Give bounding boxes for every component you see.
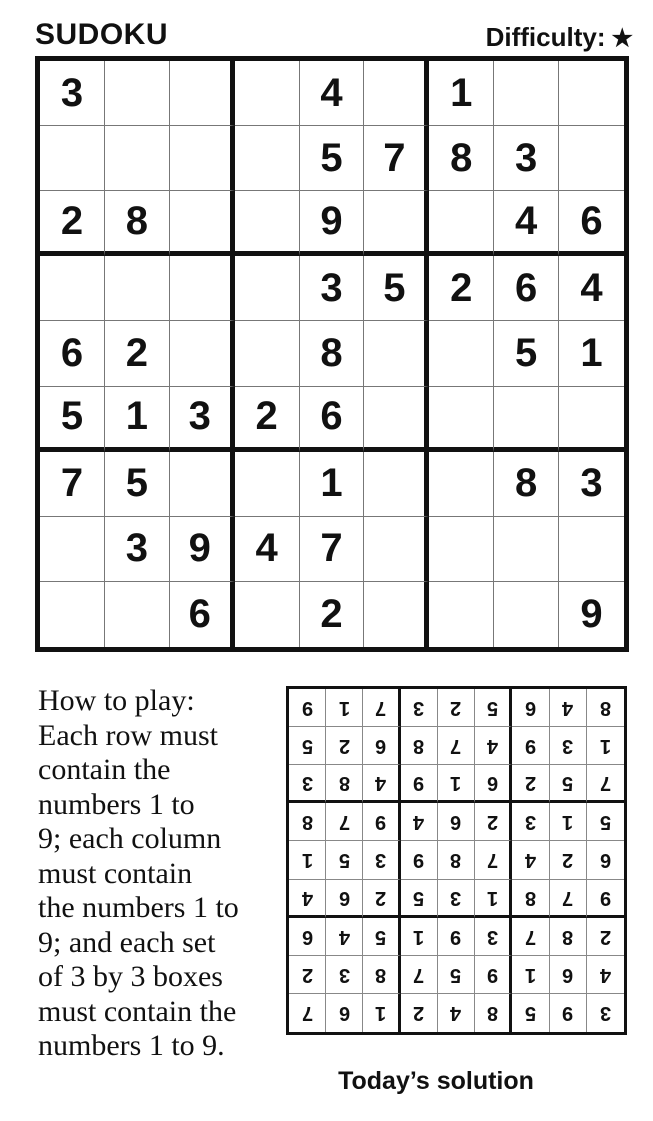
instructions-line: numbers 1 to bbox=[38, 787, 195, 821]
puzzle-cell[interactable]: 6 bbox=[170, 582, 235, 647]
solution-cell bbox=[512, 765, 549, 803]
solution-digit: 9 bbox=[374, 811, 387, 834]
puzzle-cell[interactable] bbox=[559, 387, 624, 452]
puzzle-cell[interactable]: 1 bbox=[429, 61, 494, 126]
solution-cell bbox=[587, 727, 624, 765]
puzzle-cell[interactable]: 7 bbox=[40, 452, 105, 517]
solution-digit: 5 bbox=[301, 735, 313, 758]
puzzle-cell[interactable] bbox=[364, 387, 429, 452]
solution-cell bbox=[326, 918, 363, 956]
puzzle-cell[interactable] bbox=[364, 321, 429, 386]
solution-digit: 1 bbox=[486, 886, 498, 909]
solution-digit: 7 bbox=[562, 886, 574, 909]
solution-cell bbox=[512, 727, 549, 765]
solution-digit: 4 bbox=[599, 963, 611, 986]
solution-digit: 9 bbox=[413, 849, 425, 872]
solution-digit: 9 bbox=[599, 886, 611, 909]
solution-digit: 6 bbox=[338, 886, 350, 909]
puzzle-cell[interactable] bbox=[235, 191, 300, 256]
puzzle-cell[interactable] bbox=[364, 452, 429, 517]
solution-digit: 3 bbox=[599, 1002, 611, 1025]
solution-cell bbox=[587, 994, 624, 1032]
solution-cell bbox=[289, 841, 326, 879]
instructions-line: contain the bbox=[38, 753, 171, 786]
solution-digit: 8 bbox=[524, 886, 536, 909]
solution-digit: 1 bbox=[599, 735, 611, 758]
puzzle-cell[interactable]: 8 bbox=[300, 321, 365, 386]
instructions-line: Each row must bbox=[38, 718, 218, 752]
instructions-line: 9; each column bbox=[38, 822, 222, 855]
puzzle-cell[interactable]: 2 bbox=[300, 582, 365, 647]
solution-digit: 8 bbox=[374, 963, 387, 986]
puzzle-cell[interactable]: 5 bbox=[494, 321, 559, 386]
solution-digit: 6 bbox=[599, 849, 611, 872]
solution-cell bbox=[363, 727, 400, 765]
solution-cell bbox=[550, 727, 587, 765]
star-icon: ★ bbox=[611, 25, 633, 52]
puzzle-cell[interactable]: 1 bbox=[300, 452, 365, 517]
solution-cell bbox=[363, 841, 400, 879]
puzzle-cell[interactable] bbox=[170, 191, 235, 256]
solution-digit: 4 bbox=[413, 811, 425, 834]
solution-digit: 4 bbox=[374, 772, 387, 795]
solution-digit: 4 bbox=[486, 735, 498, 758]
instructions-line: the numbers 1 to bbox=[38, 891, 239, 924]
solution-digit: 3 bbox=[338, 963, 350, 986]
solution-digit: 6 bbox=[301, 925, 313, 948]
puzzle-cell[interactable]: 9 bbox=[580, 591, 603, 636]
solution-digit: 1 bbox=[450, 772, 462, 795]
solution-digit: 2 bbox=[413, 1002, 425, 1025]
solution-cell bbox=[475, 765, 512, 803]
solution-digit: 9 bbox=[524, 735, 536, 758]
solution-cell bbox=[550, 765, 587, 803]
puzzle-cell[interactable] bbox=[170, 321, 235, 386]
solution-digit: 7 bbox=[374, 697, 387, 720]
solution-digit: 2 bbox=[599, 925, 611, 948]
solution-digit: 7 bbox=[599, 772, 611, 795]
solution-cell bbox=[289, 918, 326, 956]
solution-digit: 1 bbox=[413, 925, 425, 948]
solution-digit: 7 bbox=[301, 1002, 313, 1025]
solution-cell bbox=[438, 880, 475, 918]
puzzle-cell[interactable]: 6 bbox=[40, 321, 105, 386]
puzzle-title: SUDOKU bbox=[35, 18, 169, 51]
solution-digit: 6 bbox=[338, 1002, 350, 1025]
solution-cell bbox=[550, 918, 587, 956]
solution-cell bbox=[512, 841, 549, 879]
solution-digit: 2 bbox=[486, 811, 498, 834]
solution-cell bbox=[289, 880, 326, 918]
instructions-line: How to play: bbox=[38, 684, 195, 717]
solution-digit: 5 bbox=[599, 811, 611, 834]
solution-cell bbox=[326, 727, 363, 765]
solution-digit: 8 bbox=[599, 697, 611, 720]
puzzle-cell[interactable] bbox=[235, 61, 300, 126]
puzzle-cell[interactable]: 3 bbox=[559, 452, 624, 517]
solution-digit: 7 bbox=[524, 925, 536, 948]
puzzle-cell[interactable] bbox=[559, 517, 624, 582]
solution-cell bbox=[587, 765, 624, 803]
difficulty-label: Difficulty: bbox=[485, 22, 606, 52]
puzzle-cell[interactable]: 4 bbox=[300, 61, 365, 126]
puzzle-cell[interactable]: 8 bbox=[105, 191, 170, 256]
solution-cell bbox=[401, 689, 438, 727]
solution-cell bbox=[512, 689, 549, 727]
solution-digit: 9 bbox=[486, 963, 498, 986]
puzzle-cell[interactable] bbox=[105, 61, 170, 126]
solution-cell bbox=[475, 918, 512, 956]
solution-digit: 5 bbox=[374, 925, 387, 948]
solution-digit: 3 bbox=[562, 735, 574, 758]
solution-cell bbox=[438, 918, 475, 956]
solution-digit: 9 bbox=[562, 1002, 574, 1025]
solution-cell bbox=[587, 918, 624, 956]
solution-digit: 6 bbox=[450, 811, 462, 834]
solution-cell bbox=[512, 803, 549, 841]
puzzle-cell[interactable]: 5 bbox=[364, 256, 429, 321]
puzzle-cell[interactable] bbox=[235, 321, 300, 386]
sudoku-puzzle-grid bbox=[35, 56, 629, 652]
puzzle-cell[interactable] bbox=[105, 126, 170, 191]
puzzle-cell[interactable]: 8 bbox=[494, 452, 559, 517]
puzzle-cell[interactable]: 6 bbox=[559, 191, 624, 256]
solution-digit: 8 bbox=[338, 772, 350, 795]
solution-cell bbox=[475, 841, 512, 879]
solution-cell bbox=[289, 956, 326, 994]
solution-cell bbox=[512, 918, 549, 956]
instructions-line: numbers 1 to 9. bbox=[38, 1029, 225, 1062]
puzzle-cell[interactable]: 2 bbox=[40, 191, 105, 256]
solution-cell bbox=[326, 689, 363, 727]
puzzle-cell[interactable]: 4 bbox=[235, 517, 300, 582]
puzzle-cell[interactable]: 9 bbox=[300, 191, 365, 256]
solution-digit: 6 bbox=[374, 735, 387, 758]
solution-cell bbox=[363, 956, 400, 994]
solution-cell bbox=[550, 994, 587, 1032]
puzzle-cell[interactable] bbox=[235, 126, 300, 191]
solution-cell bbox=[326, 841, 363, 879]
solution-digit: 7 bbox=[338, 811, 350, 834]
puzzle-cell[interactable]: 6 bbox=[300, 387, 365, 452]
solution-cell bbox=[475, 689, 512, 727]
puzzle-cell[interactable] bbox=[494, 517, 559, 582]
puzzle-cell[interactable] bbox=[170, 61, 235, 126]
solution-cell bbox=[587, 689, 624, 727]
solution-digit: 7 bbox=[486, 849, 498, 872]
solution-digit: 2 bbox=[338, 735, 350, 758]
puzzle-cell[interactable]: 5 bbox=[40, 387, 105, 452]
solution-digit: 4 bbox=[301, 886, 313, 909]
puzzle-cell[interactable]: 4 bbox=[559, 256, 624, 321]
solution-digit: 1 bbox=[374, 1002, 387, 1025]
puzzle-cell[interactable]: 3 bbox=[105, 517, 170, 582]
puzzle-cell[interactable] bbox=[429, 191, 494, 256]
solution-digit: 8 bbox=[486, 1002, 498, 1025]
puzzle-cell[interactable]: 1 bbox=[105, 387, 170, 452]
puzzle-cell[interactable] bbox=[235, 256, 300, 321]
how-to-play-instructions bbox=[38, 684, 278, 1064]
solution-digit: 8 bbox=[413, 735, 425, 758]
solution-cell bbox=[363, 689, 400, 727]
solution-cell bbox=[550, 880, 587, 918]
solution-digit: 8 bbox=[562, 925, 574, 948]
puzzle-cell[interactable] bbox=[559, 126, 624, 191]
puzzle-cell[interactable] bbox=[429, 582, 494, 647]
puzzle-cell[interactable] bbox=[429, 387, 494, 452]
solution-digit: 8 bbox=[450, 849, 462, 872]
solution-cell bbox=[326, 880, 363, 918]
solution-digit: 3 bbox=[524, 811, 536, 834]
solution-cell bbox=[326, 994, 363, 1032]
solution-digit: 9 bbox=[301, 697, 313, 720]
solution-cell bbox=[587, 880, 624, 918]
solution-digit: 3 bbox=[413, 697, 425, 720]
puzzle-cell[interactable] bbox=[364, 517, 429, 582]
solution-digit: 5 bbox=[338, 849, 350, 872]
puzzle-cell[interactable] bbox=[105, 582, 170, 647]
solution-cell bbox=[512, 956, 549, 994]
solution-digit: 2 bbox=[450, 697, 462, 720]
solution-digit: 1 bbox=[338, 697, 350, 720]
puzzle-cell[interactable] bbox=[235, 582, 300, 647]
solution-digit: 2 bbox=[524, 772, 536, 795]
solution-digit: 2 bbox=[562, 849, 574, 872]
solution-digit: 3 bbox=[301, 772, 313, 795]
puzzle-cell[interactable]: 9 bbox=[170, 517, 235, 582]
solution-cell bbox=[401, 994, 438, 1032]
solution-digit: 6 bbox=[562, 963, 574, 986]
solution-cell bbox=[550, 689, 587, 727]
solution-cell bbox=[438, 956, 475, 994]
puzzle-cell[interactable]: 3 bbox=[170, 387, 235, 452]
solution-grid bbox=[286, 686, 627, 1035]
solution-digit: 4 bbox=[524, 849, 536, 872]
solution-cell bbox=[363, 803, 400, 841]
solution-cell bbox=[363, 994, 400, 1032]
puzzle-cell[interactable]: 1 bbox=[559, 321, 624, 386]
solution-digit: 6 bbox=[524, 697, 536, 720]
solution-cell bbox=[587, 841, 624, 879]
solution-digit: 9 bbox=[450, 925, 462, 948]
puzzle-cell[interactable]: 7 bbox=[364, 126, 429, 191]
solution-digit: 4 bbox=[450, 1002, 462, 1025]
solution-digit: 7 bbox=[450, 735, 462, 758]
puzzle-cell[interactable] bbox=[40, 256, 105, 321]
solution-cell bbox=[401, 765, 438, 803]
solution-digit: 6 bbox=[486, 772, 498, 795]
puzzle-cell[interactable] bbox=[40, 582, 105, 647]
instructions-line: 9; and each set bbox=[38, 925, 216, 959]
solution-cell bbox=[438, 765, 475, 803]
solution-cell bbox=[289, 765, 326, 803]
solution-cell bbox=[438, 689, 475, 727]
puzzle-cell[interactable]: 8 bbox=[429, 126, 494, 191]
solution-digit: 5 bbox=[562, 772, 574, 795]
solution-cell bbox=[512, 880, 549, 918]
solution-digit: 3 bbox=[486, 925, 498, 948]
solution-cell bbox=[401, 841, 438, 879]
puzzle-cell[interactable] bbox=[429, 321, 494, 386]
puzzle-cell[interactable] bbox=[494, 61, 559, 126]
solution-cell bbox=[363, 765, 400, 803]
solution-cell bbox=[438, 994, 475, 1032]
puzzle-cell[interactable] bbox=[40, 126, 105, 191]
puzzle-cell[interactable] bbox=[494, 582, 559, 647]
puzzle-cell[interactable]: 3 bbox=[40, 61, 105, 126]
puzzle-cell[interactable]: 5 bbox=[300, 126, 365, 191]
puzzle-cell[interactable] bbox=[559, 61, 624, 126]
puzzle-cell[interactable]: 2 bbox=[429, 256, 494, 321]
puzzle-cell[interactable]: 5 bbox=[105, 452, 170, 517]
puzzle-cell[interactable] bbox=[364, 61, 429, 126]
puzzle-cell[interactable] bbox=[429, 452, 494, 517]
solution-cell bbox=[326, 956, 363, 994]
solution-cell bbox=[550, 956, 587, 994]
solution-digit: 3 bbox=[374, 849, 387, 872]
solution-cell bbox=[401, 880, 438, 918]
solution-label: Today’s solution bbox=[338, 1067, 534, 1095]
puzzle-cell[interactable] bbox=[170, 452, 235, 517]
solution-cell bbox=[550, 841, 587, 879]
instructions-line: must contain the bbox=[38, 994, 237, 1028]
puzzle-cell[interactable] bbox=[364, 191, 429, 256]
solution-cell bbox=[401, 727, 438, 765]
solution-digit: 1 bbox=[562, 811, 574, 834]
solution-cell bbox=[475, 803, 512, 841]
solution-cell bbox=[475, 956, 512, 994]
solution-digit: 3 bbox=[450, 886, 462, 909]
difficulty-rating bbox=[486, 22, 633, 53]
solution-cell bbox=[326, 803, 363, 841]
solution-cell bbox=[401, 956, 438, 994]
puzzle-cell[interactable] bbox=[170, 256, 235, 321]
solution-digit: 4 bbox=[562, 697, 574, 720]
puzzle-cell[interactable] bbox=[429, 517, 494, 582]
solution-digit: 1 bbox=[301, 849, 313, 872]
solution-cell bbox=[512, 994, 549, 1032]
puzzle-cell[interactable]: 3 bbox=[494, 126, 559, 191]
solution-cell bbox=[587, 956, 624, 994]
solution-cell bbox=[401, 803, 438, 841]
solution-cell bbox=[289, 994, 326, 1032]
solution-digit: 5 bbox=[486, 697, 498, 720]
solution-cell bbox=[289, 689, 326, 727]
puzzle-cell[interactable] bbox=[40, 517, 105, 582]
solution-digit: 5 bbox=[413, 886, 425, 909]
solution-cell bbox=[289, 727, 326, 765]
solution-cell bbox=[475, 994, 512, 1032]
solution-digit: 9 bbox=[413, 772, 425, 795]
solution-digit: 1 bbox=[524, 963, 536, 986]
puzzle-cell[interactable] bbox=[235, 452, 300, 517]
solution-cell bbox=[438, 841, 475, 879]
puzzle-cell[interactable]: 6 bbox=[494, 256, 559, 321]
puzzle-cell[interactable]: 2 bbox=[235, 387, 300, 452]
puzzle-cell[interactable] bbox=[494, 387, 559, 452]
instructions-line: of 3 by 3 boxes bbox=[38, 960, 223, 993]
puzzle-cell[interactable]: 2 bbox=[105, 321, 170, 386]
solution-cell bbox=[550, 803, 587, 841]
puzzle-cell[interactable] bbox=[170, 126, 235, 191]
solution-cell bbox=[363, 880, 400, 918]
solution-cell bbox=[475, 880, 512, 918]
solution-cell bbox=[475, 727, 512, 765]
solution-digit: 5 bbox=[450, 963, 462, 986]
solution-cell bbox=[363, 918, 400, 956]
solution-cell bbox=[438, 803, 475, 841]
solution-digit: 2 bbox=[301, 963, 313, 986]
puzzle-cell[interactable]: 4 bbox=[494, 191, 559, 256]
solution-cell bbox=[438, 727, 475, 765]
puzzle-cell[interactable] bbox=[364, 582, 429, 647]
solution-digit: 8 bbox=[301, 811, 313, 834]
puzzle-cell[interactable]: 7 bbox=[300, 517, 365, 582]
solution-digit: 4 bbox=[338, 925, 350, 948]
puzzle-cell[interactable]: 3 bbox=[300, 256, 365, 321]
solution-cell bbox=[326, 765, 363, 803]
solution-cell bbox=[401, 918, 438, 956]
solution-cell bbox=[289, 803, 326, 841]
solution-digit: 7 bbox=[413, 963, 425, 986]
puzzle-cell[interactable] bbox=[105, 256, 170, 321]
solution-digit: 5 bbox=[524, 1002, 536, 1025]
solution-cell bbox=[587, 803, 624, 841]
instructions-line: must contain bbox=[38, 856, 193, 890]
solution-digit: 2 bbox=[374, 886, 387, 909]
